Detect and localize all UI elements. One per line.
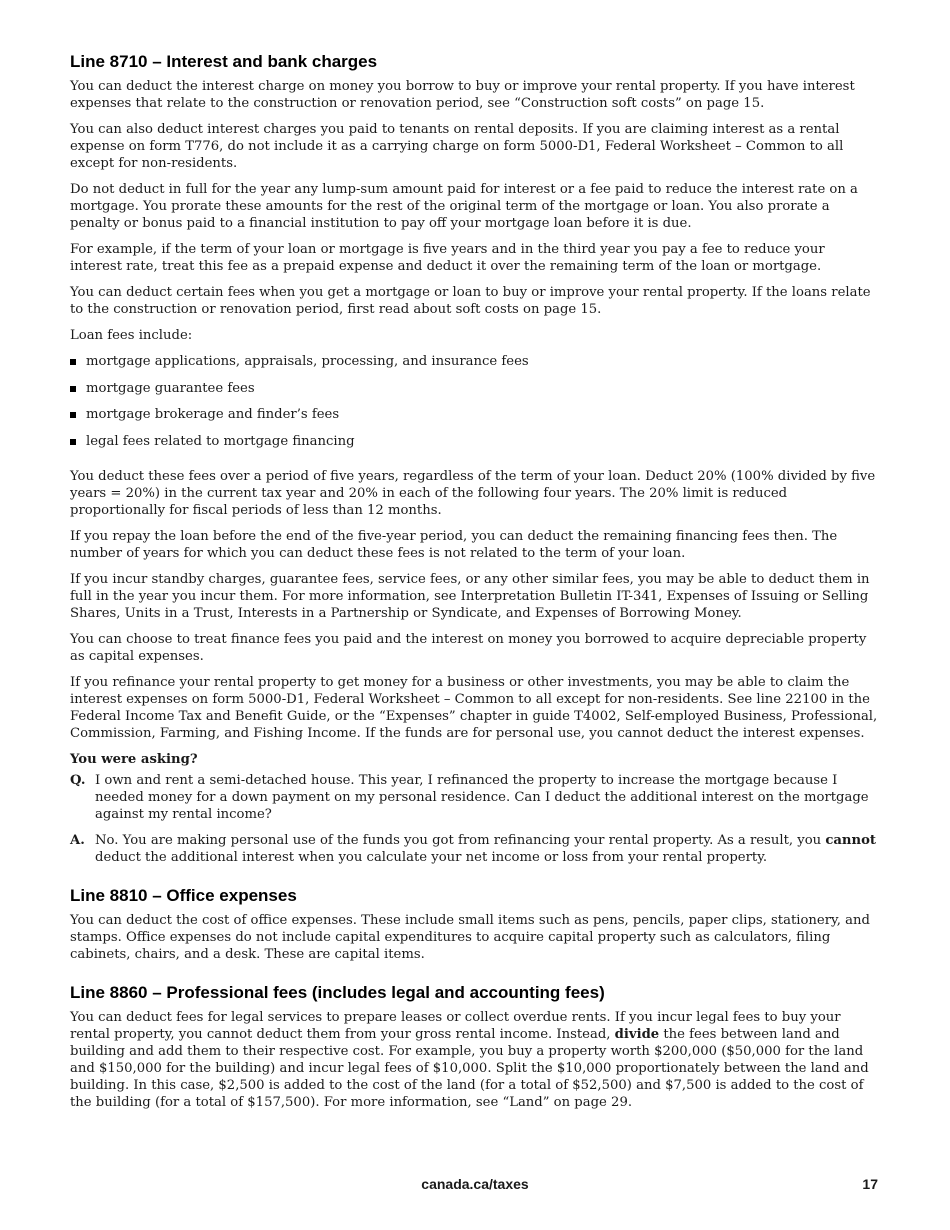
list-item-text: mortgage brokerage and finder’s fees	[86, 407, 340, 422]
paragraph: You can deduct the interest charge on money you borrow to buy or improve your rental property. If you have interest expenses that relate to the construction or renovation period, see “Construction soft costs” on page 15.	[70, 79, 855, 111]
you-were-asking-title: You were asking?	[70, 751, 198, 767]
loan-fees-intro: Loan fees include:	[70, 328, 193, 343]
paragraph: If you incur standby charges, guarantee fees, service fees, or any other similar fees, you may be able to deduct them in full in the year you incur them. For more information, see Interpretation Bulletin IT-341, Expenses of Issuing or Selling Shares, Units in a Trust, Interests in a Partnership or Syndicate, and Expenses of Borrowing Money.	[70, 571, 870, 621]
section-heading: Line 8810 – Office expenses	[70, 885, 297, 905]
paragraph-emphasis: divide	[614, 1026, 660, 1042]
section-line-8810	[70, 886, 880, 963]
question-block	[70, 772, 880, 823]
bullet-square-icon	[70, 439, 76, 445]
answer-emphasis: cannot	[825, 832, 876, 848]
page-number: 17	[862, 1176, 878, 1192]
page-content	[70, 52, 880, 1120]
section-line-8860	[70, 983, 880, 1111]
bullet-square-icon	[70, 412, 76, 418]
list-item	[70, 353, 880, 370]
paragraph: You can also deduct interest charges you paid to tenants on rental deposits. If you are claiming interest as a rental expense on form T776, do not include it as a carrying charge on form 5000-D1, Federal Worksheet – Common to all except for non-residents.	[70, 122, 844, 171]
question-label: Q.	[70, 772, 86, 788]
list-item	[70, 406, 880, 423]
loan-fees-list	[70, 353, 880, 450]
paragraph-part: You can deduct fees for legal services to prepare leases or collect overdue rents. If you incur legal fees to buy your rental property, you cannot deduct them from your gross rental income. Instead,	[70, 1009, 841, 1042]
paragraph: You can deduct certain fees when you get a mortgage or loan to buy or improve your rental property. If the loans relate to the construction or renovation period, first read about soft costs on page 15.	[70, 285, 871, 317]
answer-text-part: No. You are making personal use of the funds you got from refinancing your rental property. As a result, you	[95, 832, 826, 848]
paragraph: For example, if the term of your loan or mortgage is five years and in the third year you pay a fee to reduce your interest rate, treat this fee as a prepaid expense and deduct it over the remaining term of the loan or mortgage.	[70, 242, 825, 274]
list-item-text: mortgage applications, appraisals, processing, and insurance fees	[86, 354, 529, 369]
paragraph: Do not deduct in full for the year any lump-sum amount paid for interest or a fee paid to reduce the interest rate on a mortgage. You prorate these amounts for the rest of the original term of the mortgage or loan. You also prorate a penalty or bonus paid to a financial institution to pay off your mortgage loan before it is due.	[70, 182, 858, 231]
list-item	[70, 380, 880, 397]
paragraph: If you repay the loan before the end of the five-year period, you can deduct the remaining financing fees then. The number of years for which you can deduct these fees is not related to the term of your loan.	[70, 528, 838, 561]
answer-block	[70, 832, 880, 866]
answer-text-part: deduct the additional interest when you calculate your net income or loss from your rental property.	[95, 849, 768, 865]
footer-url: canada.ca/taxes	[421, 1176, 529, 1192]
paragraph-part: the fees between land and building and add them to their respective cost. For example, you buy a property worth $200,000 ($50,000 for the land and $150,000 for the building) and incur legal fees of $10,000. Split the $10,000 proportionately between the land and building. In this case, $2,500 is added to the cost of the land (for a total of $52,500) and $7,500 is added to the cost of the building (for a total of $157,500). For more information, see “Land” on page 29.	[70, 1026, 869, 1110]
bullet-square-icon	[70, 359, 76, 365]
section-heading: Line 8860 – Professional fees (includes legal and accounting fees)	[70, 982, 605, 1002]
answer-label: A.	[70, 832, 85, 848]
paragraph: You deduct these fees over a period of five years, regardless of the term of your loan. Deduct 20% (100% divided by five years = 20%) in the current tax year and 20% in each of the following four years. The 20% limit is reduced proportionally for fiscal periods of less than 12 months.	[70, 468, 876, 518]
paragraph: You can choose to treat finance fees you paid and the interest on money you borrowed to acquire depreciable property as capital expenses.	[70, 631, 867, 664]
paragraph: You can deduct the cost of office expenses. These include small items such as pens, pencils, paper clips, stationery, and stamps. Office expenses do not include capital expenditures to acquire capital property such as calculators, filing cabinets, chairs, and a desk. These are capital items.	[70, 912, 870, 962]
paragraph: If you refinance your rental property to get money for a business or other investments, you may be able to claim the interest expenses on form 5000-D1, Federal Worksheet – Common to all except for non-residents. See line 22100 in the Federal Income Tax and Benefit Guide, or the “Expenses” chapter in guide T4002, Self-employed Business, Professional, Commission, Farming, and Fishing Income. If the funds are for personal use, you cannot deduct the interest expenses.	[70, 674, 878, 741]
question-text: I own and rent a semi-detached house. This year, I refinanced the property to increase the mortgage because I needed money for a down payment on my personal residence. Can I deduct the additional interest on the mortgage against my rental income?	[95, 772, 869, 822]
section-line-8710	[70, 52, 880, 866]
paragraph	[70, 1009, 880, 1111]
list-item	[70, 433, 880, 450]
bullet-square-icon	[70, 386, 76, 392]
list-item-text: mortgage guarantee fees	[86, 380, 255, 396]
answer-text	[95, 832, 880, 866]
section-heading: Line 8710 – Interest and bank charges	[70, 52, 378, 71]
list-item-text: legal fees related to mortgage financing	[86, 433, 355, 449]
